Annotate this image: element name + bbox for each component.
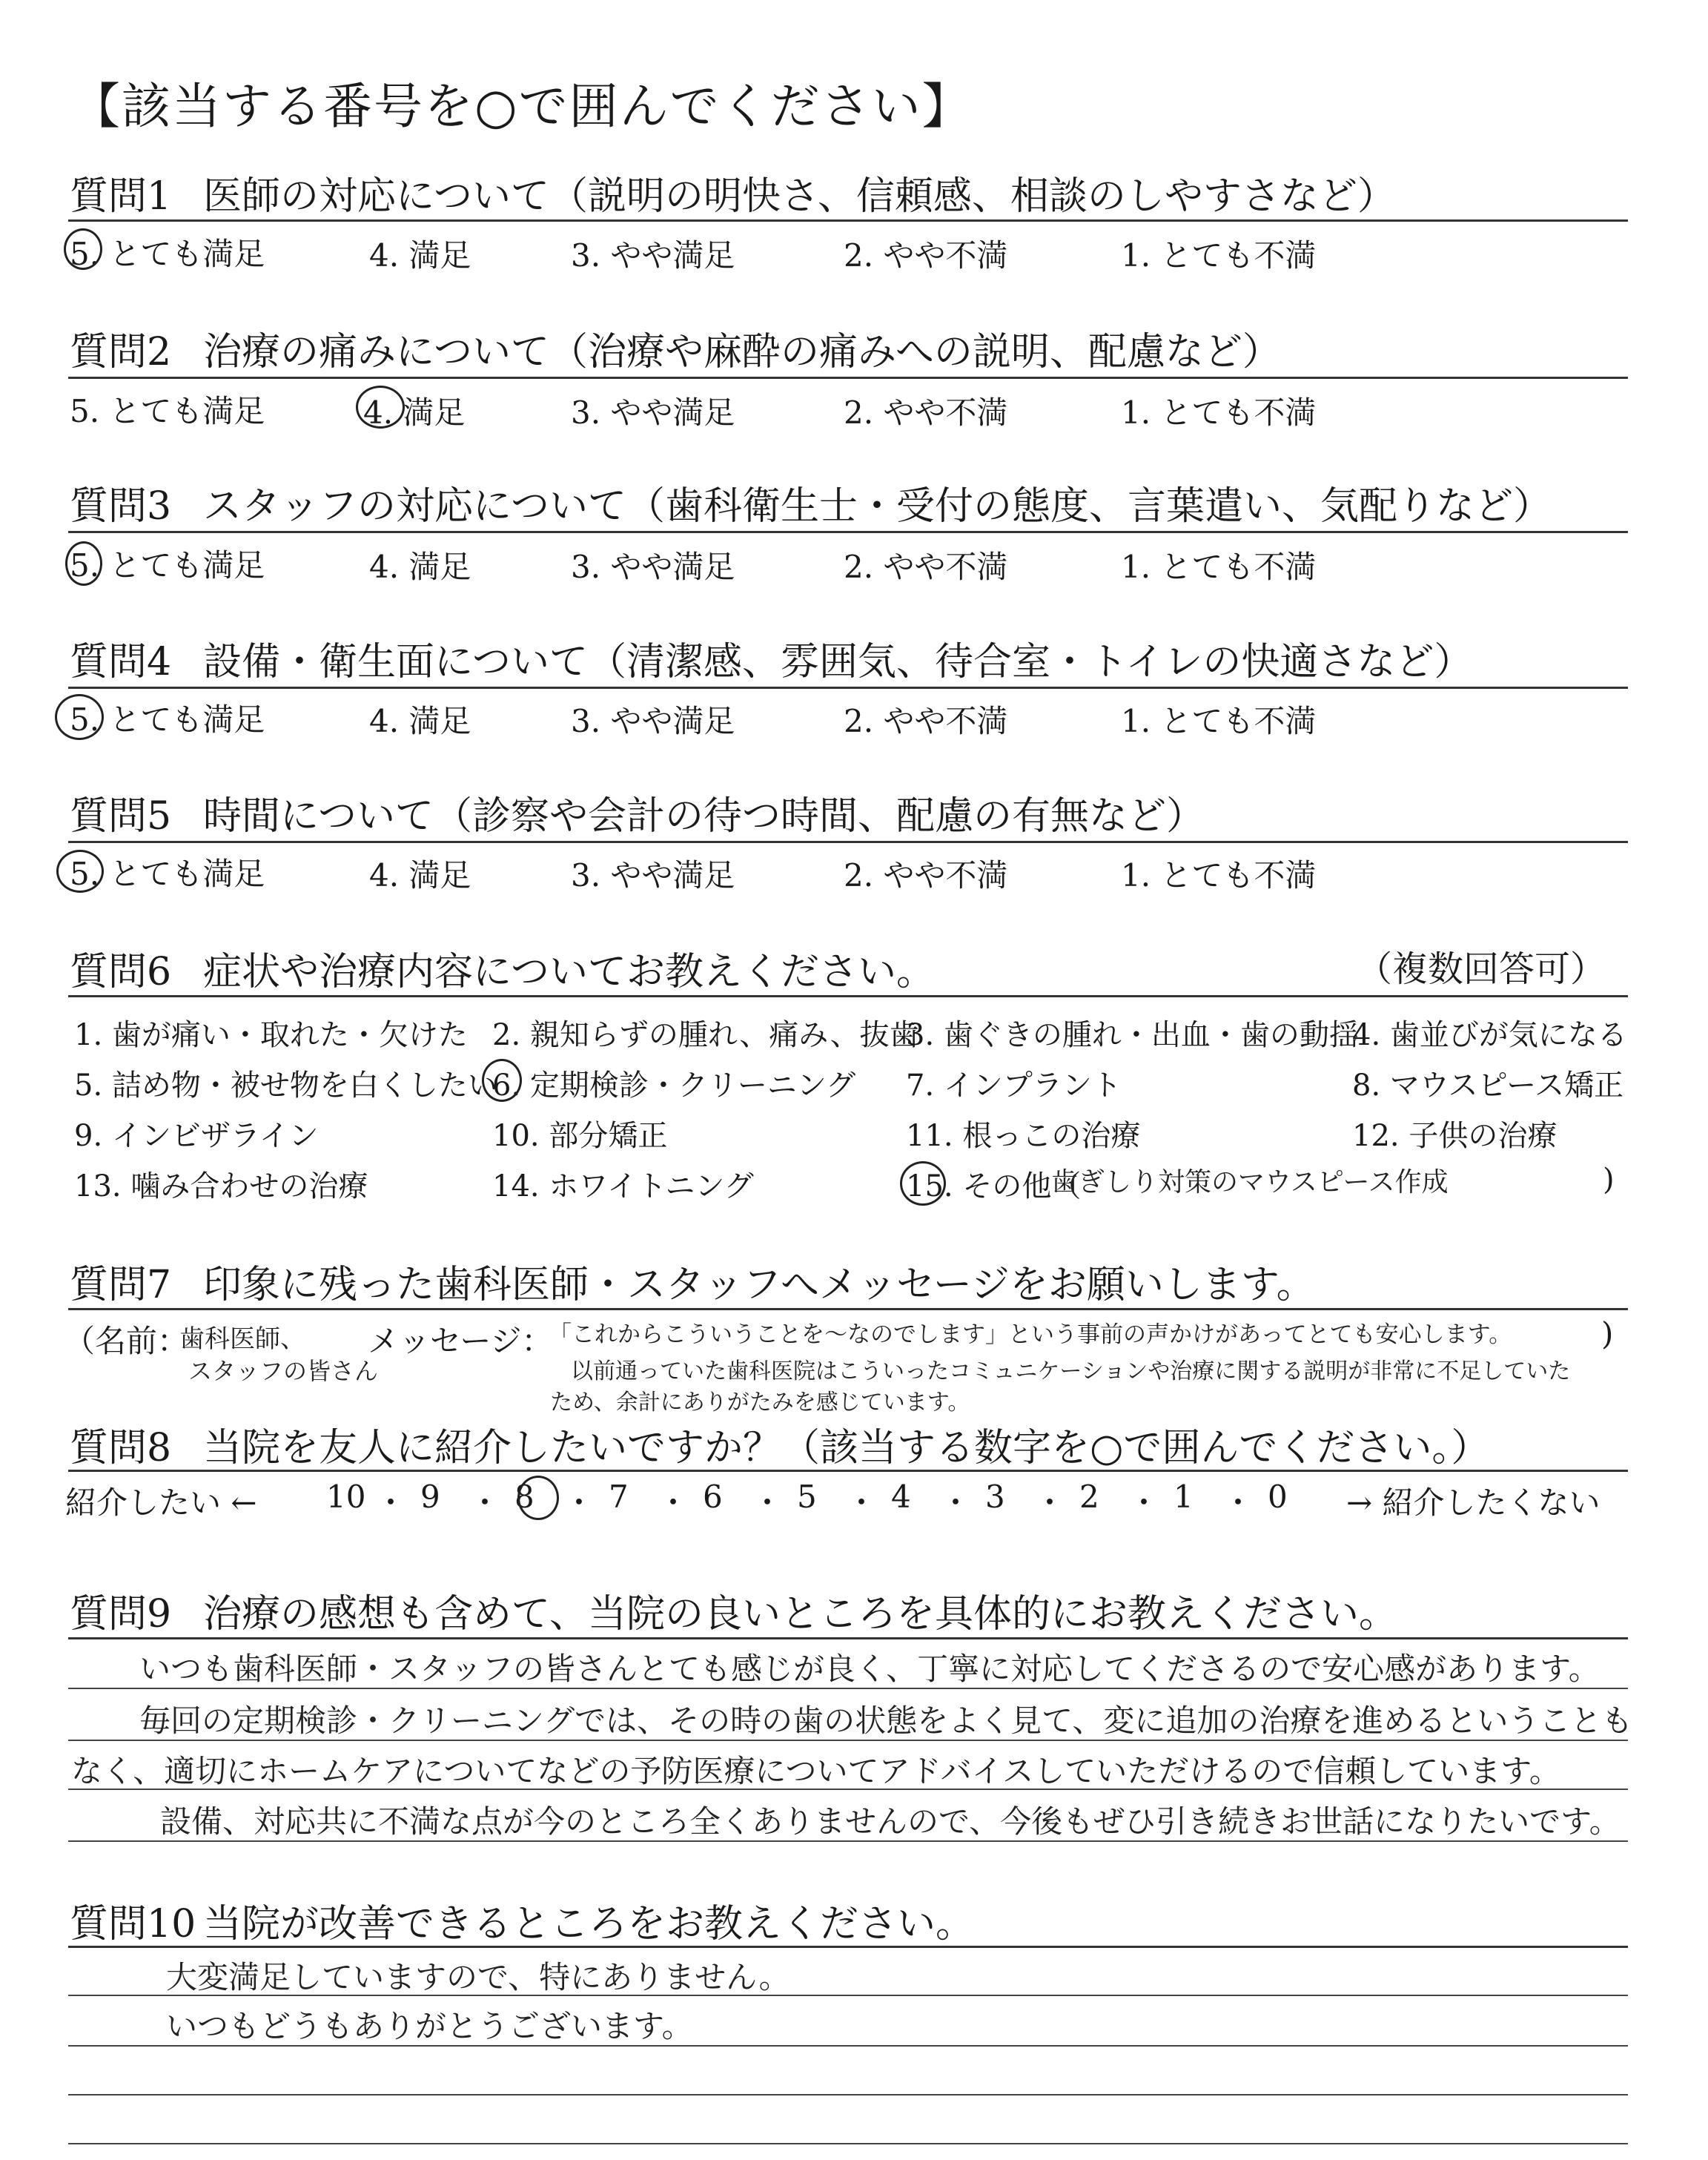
q8-scale-separator: ・ xyxy=(1222,1484,1254,1521)
q8-scale-8[interactable]: 8 xyxy=(514,1479,534,1515)
q1-option-1[interactable]: 1. とても不満 xyxy=(1121,237,1317,274)
page-title: 【該当する番号を○で囲んでください】 xyxy=(71,78,973,135)
question-10 xyxy=(70,1892,974,1948)
q6-other-close-paren: ) xyxy=(1603,1163,1615,1197)
q4-selected-circle xyxy=(55,694,104,740)
q9-line-rule-2 xyxy=(68,1740,1628,1741)
question-9 xyxy=(70,1582,1397,1638)
q3-option-2[interactable]: 2. やや不満 xyxy=(844,549,1008,585)
question-1 xyxy=(70,165,1396,220)
q8-scale-separator: ・ xyxy=(846,1484,878,1521)
q6-option-10[interactable]: 10. 部分矯正 xyxy=(492,1119,668,1153)
question-7-rule xyxy=(68,1308,1628,1310)
question-10-rule xyxy=(68,1946,1628,1948)
q8-scale-6[interactable]: 6 xyxy=(703,1479,723,1515)
q6-option-2[interactable]: 2. 親知らずの腫れ、痛み、抜歯 xyxy=(492,1018,919,1052)
q3-option-1[interactable]: 1. とても不満 xyxy=(1121,549,1317,585)
q8-scale-1[interactable]: 1 xyxy=(1174,1479,1194,1515)
q6-option-11[interactable]: 11. 根っこの治療 xyxy=(906,1119,1141,1153)
q6-selected-circle-6 xyxy=(482,1059,522,1102)
q7-name-value-2: スタッフの皆さん xyxy=(188,1357,379,1385)
question-1-number: 質問1 xyxy=(70,174,172,219)
q5-option-5[interactable]: 5. とても満足 xyxy=(70,856,265,892)
q6-option-3[interactable]: 3. 歯ぐきの腫れ・出血・歯の動揺 xyxy=(906,1018,1359,1052)
q6-option-1[interactable]: 1. 歯が痛い・取れた・欠けた xyxy=(74,1018,468,1052)
q2-option-3[interactable]: 3. やや満足 xyxy=(571,394,735,431)
q10-line-rule-2 xyxy=(68,2045,1628,2047)
q8-scale-3[interactable]: 3 xyxy=(985,1479,1005,1515)
q8-scale-5[interactable]: 5 xyxy=(797,1479,817,1515)
q6-selected-circle-15 xyxy=(900,1161,946,1206)
q9-answer-line-2: 毎回の定期検診・クリーニングでは、その時の歯の状態をよく見て、変に追加の治療を進めるということも xyxy=(139,1702,1633,1739)
question-1-text: 医師の対応について（説明の明快さ、信頼感、相談のしやすさなど） xyxy=(203,174,1396,219)
q1-option-3[interactable]: 3. やや満足 xyxy=(571,237,735,274)
question-2-rule xyxy=(68,377,1628,379)
q1-option-2[interactable]: 2. やや不満 xyxy=(844,237,1008,274)
question-2-text: 治療の痛みについて（治療や麻酔の痛みへの説明、配慮など） xyxy=(203,330,1281,374)
q10-answer-line-1: 大変満足していますので、特にありません。 xyxy=(166,1959,790,1995)
q5-option-1[interactable]: 1. とても不満 xyxy=(1121,857,1317,894)
q6-option-8[interactable]: 8. マウスピース矯正 xyxy=(1352,1069,1624,1103)
q10-line-rule-3 xyxy=(68,2094,1628,2095)
question-3-text: スタッフの対応について（歯科衛生士・受付の態度、言葉遣い、気配りなど） xyxy=(203,484,1552,529)
question-5-number: 質問5 xyxy=(70,794,172,839)
q5-option-4[interactable]: 4. 満足 xyxy=(369,857,471,894)
q8-scale-2[interactable]: 2 xyxy=(1079,1479,1099,1515)
q8-scale-7[interactable]: 7 xyxy=(609,1479,629,1515)
question-4 xyxy=(70,630,1472,686)
question-6-number: 質問6 xyxy=(70,950,172,994)
question-5 xyxy=(70,785,1205,840)
q8-selected-circle xyxy=(517,1476,559,1520)
q2-option-5[interactable]: 5. とても満足 xyxy=(70,393,265,429)
q2-option-1[interactable]: 1. とても不満 xyxy=(1121,394,1317,431)
q3-option-3[interactable]: 3. やや満足 xyxy=(571,549,735,585)
question-9-number: 質問9 xyxy=(70,1592,172,1636)
q10-line-rule-1 xyxy=(68,1995,1628,1996)
q4-option-4[interactable]: 4. 満足 xyxy=(369,703,471,739)
q6-option-9[interactable]: 9. インビザライン xyxy=(74,1119,319,1153)
question-5-text: 時間について（診察や会計の待つ時間、配慮の有無など） xyxy=(203,794,1205,839)
q7-name-label: （名前： xyxy=(64,1323,189,1359)
q8-scale-separator: ・ xyxy=(563,1484,595,1521)
q2-selected-circle xyxy=(356,386,405,429)
q1-option-4[interactable]: 4. 満足 xyxy=(369,237,471,274)
q8-scale-10[interactable]: 10 xyxy=(326,1479,366,1515)
question-6-note: （複数回答可） xyxy=(1357,948,1606,990)
q3-option-5[interactable]: 5. とても満足 xyxy=(70,547,265,584)
q9-line-rule-4 xyxy=(68,1840,1628,1842)
q8-left-label: 紹介したい ← xyxy=(65,1484,257,1521)
q9-answer-line-1: いつも歯科医師・スタッフの皆さんとても感じが良く、丁寧に対応してくださるので安心感があります。 xyxy=(139,1651,1600,1687)
q6-option-13[interactable]: 13. 噛み合わせの治療 xyxy=(74,1169,368,1203)
q2-option-4[interactable]: 4. 満足 xyxy=(363,394,466,431)
question-3 xyxy=(70,475,1552,530)
q9-line-rule-1 xyxy=(68,1688,1628,1689)
q6-other-handwritten: 歯ぎしり対策のマウスピース作成 xyxy=(1051,1167,1449,1198)
question-7-number: 質問7 xyxy=(70,1263,172,1307)
q7-message-label: メッセージ： xyxy=(368,1323,553,1359)
q4-option-2[interactable]: 2. やや不満 xyxy=(844,703,1008,739)
q8-scale-separator: ・ xyxy=(1128,1484,1160,1521)
q8-scale-4[interactable]: 4 xyxy=(891,1479,911,1515)
q8-scale-9[interactable]: 9 xyxy=(420,1479,440,1515)
question-10-text: 当院が改善できるところをお教えください。 xyxy=(203,1902,975,1946)
q9-line-rule-3 xyxy=(68,1789,1628,1790)
question-2 xyxy=(70,320,1281,376)
q8-scale-separator: ・ xyxy=(940,1484,972,1521)
q6-option-5[interactable]: 5. 詰め物・被せ物を白くしたい xyxy=(74,1069,497,1103)
question-6 xyxy=(70,940,935,996)
question-4-rule xyxy=(68,687,1628,689)
q5-selected-circle xyxy=(56,850,104,893)
question-8-number: 質問8 xyxy=(70,1426,172,1470)
question-6-text: 症状や治療内容についてお教えください。 xyxy=(203,950,935,994)
q8-scale-separator: ・ xyxy=(1034,1484,1066,1521)
q7-message-line-2: 以前通っていた歯科医院はこういったコミュニケーションや治療に関する説明が非常に不足していた xyxy=(571,1358,1571,1384)
question-7-text: 印象に残った歯科医師・スタッフへメッセージをお願いします。 xyxy=(203,1263,1315,1307)
q8-scale-separator: ・ xyxy=(658,1484,689,1521)
q10-answer-line-2: いつもどうもありがとうございます。 xyxy=(166,2008,693,2044)
q7-message-close-paren: ) xyxy=(1601,1315,1614,1352)
q5-option-2[interactable]: 2. やや不満 xyxy=(844,857,1008,894)
question-7 xyxy=(70,1253,1315,1309)
q2-option-2[interactable]: 2. やや不満 xyxy=(844,394,1008,431)
q1-selected-circle xyxy=(64,228,102,270)
q8-scale-0[interactable]: 0 xyxy=(1268,1479,1288,1515)
q7-message-line-1: 「これからこういうことを〜なのでします」という事前の声かけがあってとても安心します。 xyxy=(549,1321,1512,1348)
q6-option-12[interactable]: 12. 子供の治療 xyxy=(1352,1119,1558,1153)
q6-option-6[interactable]: 6. 定期検診・クリーニング xyxy=(492,1069,856,1103)
q4-option-1[interactable]: 1. とても不満 xyxy=(1121,703,1317,739)
question-5-rule xyxy=(68,841,1628,843)
q7-name-value-1: 歯科医師、 xyxy=(179,1324,305,1354)
q3-option-4[interactable]: 4. 満足 xyxy=(369,549,471,585)
q8-scale-separator: ・ xyxy=(375,1484,407,1521)
q6-option-14[interactable]: 14. ホワイトニング xyxy=(492,1169,754,1203)
q4-option-3[interactable]: 3. やや満足 xyxy=(571,703,735,739)
q4-option-5[interactable]: 5. とても満足 xyxy=(70,701,265,738)
q3-selected-circle xyxy=(65,541,102,586)
question-4-number: 質問4 xyxy=(70,640,172,684)
question-10-number: 質問10 xyxy=(70,1902,196,1946)
question-3-rule xyxy=(68,531,1628,533)
question-9-rule xyxy=(68,1637,1628,1639)
q6-option-4[interactable]: 4. 歯並びが気になる xyxy=(1352,1018,1627,1052)
q6-option-15[interactable]: 15. その他（ xyxy=(906,1169,1082,1203)
question-6-rule xyxy=(68,995,1628,997)
q9-answer-line-3: なく、適切にホームケアについてなどの予防医療についてアドバイスしていただけるので信頼しています。 xyxy=(71,1753,1560,1789)
q8-right-label: → 紹介したくない xyxy=(1346,1484,1601,1521)
q1-option-5[interactable]: 5. とても満足 xyxy=(70,236,265,272)
question-3-number: 質問3 xyxy=(70,484,172,529)
q8-scale-separator: ・ xyxy=(469,1484,501,1521)
question-8 xyxy=(70,1416,1489,1472)
question-9-text: 治療の感想も含めて、当院の良いところを具体的にお教えください。 xyxy=(203,1592,1397,1636)
question-2-number: 質問2 xyxy=(70,330,172,374)
question-4-text: 設備・衛生面について（清潔感、雰囲気、待合室・トイレの快適さなど） xyxy=(203,640,1473,684)
q9-answer-line-4: 設備、対応共に不満な点が今のところ全くありませんので、今後もぜひ引き続きお世話になりたいです。 xyxy=(160,1803,1621,1840)
question-8-rule xyxy=(68,1470,1628,1472)
q6-option-7[interactable]: 7. インプラント xyxy=(906,1069,1122,1103)
q5-option-3[interactable]: 3. やや満足 xyxy=(571,857,735,894)
q8-scale-separator: ・ xyxy=(752,1484,784,1521)
question-1-rule xyxy=(68,219,1628,222)
question-8-text: 当院を友人に紹介したいですか？（該当する数字を○で囲んでください。） xyxy=(203,1426,1490,1470)
q7-message-line-3: ため、余計にありがたみを感じています。 xyxy=(550,1390,970,1416)
q10-line-rule-4 xyxy=(68,2143,1628,2144)
